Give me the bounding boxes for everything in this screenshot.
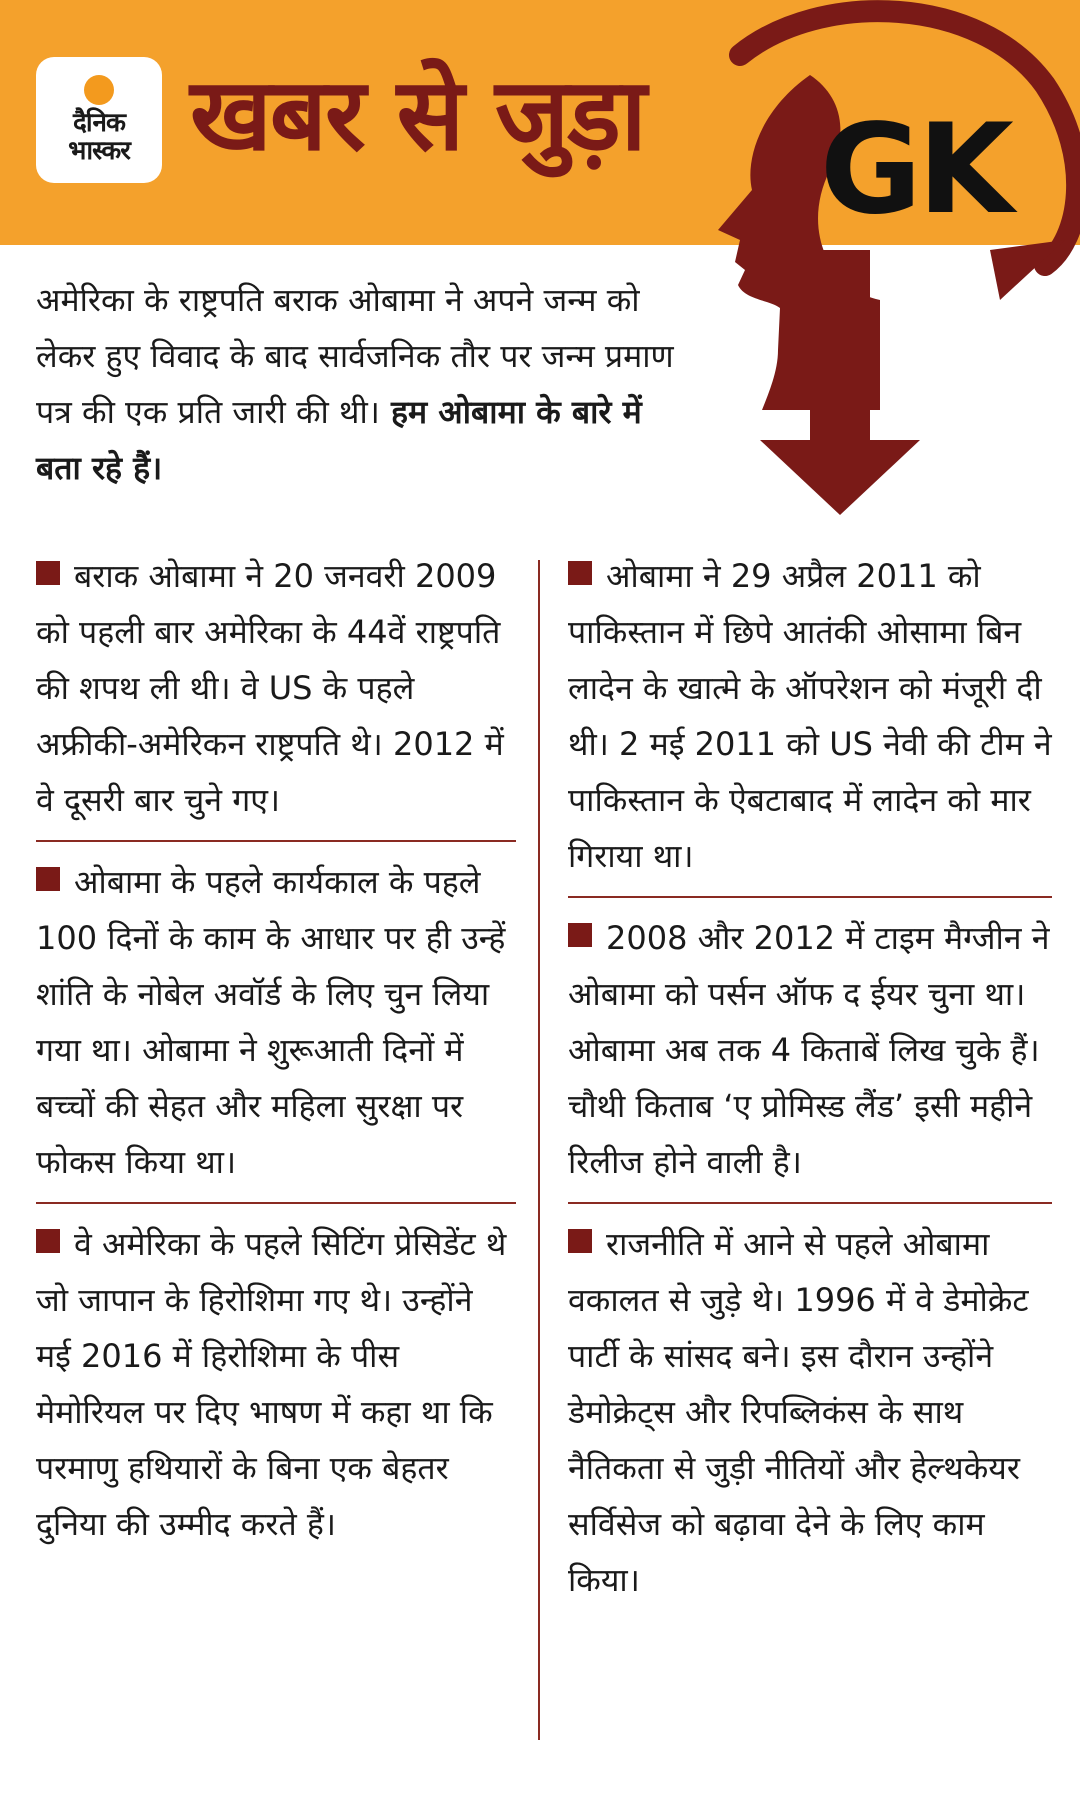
logo-text-line1: दैनिक [73, 108, 125, 138]
logo-text-line2: भास्कर [68, 136, 130, 166]
sun-icon [84, 75, 114, 105]
fact-text: वे अमेरिका के पहले सिटिंग प्रेसिडेंट थे जो जापान के हिरोशिमा गए थे। उन्होंने मई 2016 में हिरोशिमा के पीस मेमोरियल पर दिए भाषण में कहा था कि परमाणु हथियारों के बिना एक बेहतर दुनिया की उम्मीद करते हैं। [36, 1225, 507, 1543]
fact-item [36, 548, 516, 840]
square-bullet-icon [36, 1229, 60, 1253]
fact-text: राजनीति में आने से पहले ओबामा वकालत से जुड़े थे। 1996 में वे डेमोक्रेट पार्टी के सांसद बने। इस दौरान उन्होंने डेमोक्रेट्स और रिपब्लिकंस के साथ नैतिकता से जुड़ी नीतियों और हेल्थकेयर सर्विसेज को बढ़ावा देने के लिए काम किया। [568, 1225, 1029, 1599]
square-bullet-icon [568, 1229, 592, 1253]
fact-item [568, 896, 1052, 1202]
fact-text: ओबामा ने 29 अप्रैल 2011 को पाकिस्तान में छिपे आतंकी ओसामा बिन लादेन के खात्मे के ऑपरेशन को मंजूरी दी थी। 2 मई 2011 को US नेवी की टीम ने पाकिस्तान के ऐबटाबाद में लादेन को मार गिराया था। [568, 557, 1052, 875]
intro-paragraph [36, 272, 696, 496]
fact-text: बराक ओबामा ने 20 जनवरी 2009 को पहली बार अमेरिका के 44वें राष्ट्रपति की शपथ ली थी। वे US के पहले अफ्रीकी-अमेरिकन राष्ट्रपति थे। 2012 में वे दूसरी बार चुने गए। [36, 557, 504, 819]
fact-item [36, 1202, 516, 1564]
square-bullet-icon [568, 923, 592, 947]
fact-item [36, 840, 516, 1202]
fact-text: ओबामा के पहले कार्यकाल के पहले 100 दिनों के काम के आधार पर ही उन्हें शांति के नोबेल अवॉर्ड के लिए चुन लिया गया था। ओबामा ने शुरूआती दिनों में बच्चों की सेहत और महिला सुरक्षा पर फोकस किया था। [36, 863, 506, 1181]
left-column [36, 548, 516, 1564]
square-bullet-icon [568, 561, 592, 585]
square-bullet-icon [36, 867, 60, 891]
column-divider [538, 560, 540, 1740]
page-title: खबर से जुड़ा [190, 56, 645, 173]
gk-badge: GK [820, 98, 1010, 242]
square-bullet-icon [36, 561, 60, 585]
intro-bold-text: हम ओबामा के बारे में बता रहे हैं। [36, 393, 642, 487]
intro-text: अमेरिका के राष्ट्रपति बराक ओबामा ने अपने जन्म को लेकर हुए विवाद के बाद सार्वजनिक तौर पर जन्म प्रमाण पत्र की एक प्रति जारी की थी। [36, 281, 674, 431]
fact-item [568, 1202, 1052, 1620]
head-silhouette-with-arrow-icon [700, 0, 1080, 520]
right-column [568, 548, 1052, 1620]
fact-text: 2008 और 2012 में टाइम मैग्जीन ने ओबामा को पर्सन ऑफ द ईयर चुना था। ओबामा अब तक 4 किताबें लिख चुके हैं। चौथी किताब ‘ए प्रोमिस्ड लैंड’ इसी महीने रिलीज होने वाली है। [568, 919, 1050, 1181]
dainik-bhaskar-logo [36, 57, 162, 183]
fact-item [568, 548, 1052, 896]
